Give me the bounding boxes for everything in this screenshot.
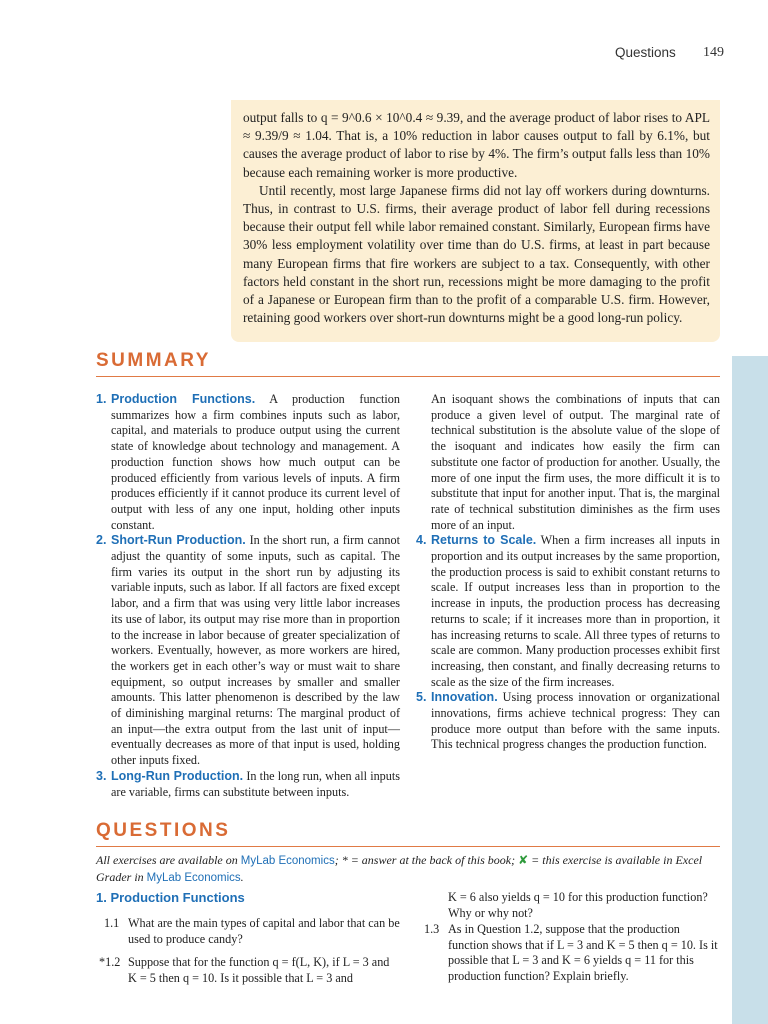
question-text: As in Question 1.2, suppose that the production function shows that if L = 3 and K = 5 then q = 10. Is it possible that L = 3 and K = 6 yields q = 11 for this production function? Explain briefly. bbox=[448, 922, 718, 983]
summary-rule bbox=[96, 376, 720, 377]
question-number: *1.2 bbox=[99, 955, 121, 969]
item-number: 1. bbox=[96, 392, 107, 406]
item-number: 3. bbox=[96, 768, 107, 783]
application-box bbox=[231, 100, 720, 342]
summary-continuation bbox=[416, 392, 720, 533]
item-text: Using process innovation or organizational innovations, firms achieve technical progress: They can produce more output than before with the same inputs. This technical progress changes the production function. bbox=[431, 690, 720, 752]
note-text: . bbox=[240, 870, 244, 884]
box-paragraph-2: Until recently, most large Japanese firms did not lay off workers during downturns. Thus, in contrast to U.S. firms, their average product of labor fell during recessions because their output fell while labor remained constant. Similarly, European firms have 30% less employment volatility over time than do U.S. firms, at least in part because many European firms that fire workers are subject to a tax. Consequently, with other factors held constant in the short run, recessions might be more damaging to the profit of a Japanese or European firm than to the profit of a comparable U.S. firm. However, retaining good workers over short-run downturns might be a good long-run policy. bbox=[243, 182, 710, 326]
item-title: Returns to Scale. bbox=[431, 533, 537, 548]
item-title: Short-Run Production. bbox=[111, 533, 246, 548]
questions-rule bbox=[96, 846, 720, 847]
item-text: In the long run, when all inputs are variable, firms can substitute between inputs. bbox=[111, 768, 400, 799]
question-1-3 bbox=[424, 922, 720, 984]
section-name: Questions bbox=[615, 45, 676, 60]
item-text: In the short run, a firm cannot adjust the quantity of some inputs, such as capital. The firm varies its output in the short run by adjusting its variable inputs, such as labor. If all factors are fixed except labor, and a firm that was using very little labor increases its use of labor, its output may rise more than in proportion to the increase in labor because of greater specialization of workers. Eventually, however, as more workers are hired, the workers get in each other’s way or must wait to share equipment, so output increases by smaller and smaller amounts. This latter phenomenon is described by the law of diminishing marginal returns: The marginal product of an input—the extra output from the last unit of input—eventually decreases as more of that input is used, holding other inputs fixed. bbox=[111, 533, 401, 768]
question-text: What are the main types of capital and labor that can be used to produce candy? bbox=[128, 916, 400, 946]
item-number: 2. bbox=[96, 533, 107, 548]
note-text: = this exercise is available in Excel Grader in bbox=[96, 853, 703, 884]
item-title: Long-Run Production. bbox=[111, 768, 244, 783]
item-title: Production Functions. bbox=[111, 392, 256, 406]
isoquant-text: An isoquant shows the combinations of inputs that can produce a given level of output. The marginal rate of technical substitution is the absolute value of the slope of the isoquant and indicates how easily the firm can substitute one factor of production for another. Usually, the more of one input the firm uses, the more difficult it is to substitute that input for another input. That is, the marginal rate of technical substitution diminishes as the firm uses more of an input. bbox=[431, 392, 720, 532]
box-paragraph-1: output falls to q = 9^0.6 × 10^0.4 ≈ 9.39, and the average product of labor rises to APL ≈ 9.39/9 ≈ 1.04. That is, a 10% reduction in labor causes output to fall by 6.1%, but causes the average product of labor to rise by 4%. The firm’s output falls less than 10% because each remaining worker is more productive. bbox=[243, 110, 710, 180]
item-text: When a firm increases all inputs in proportion and its output increases by the same proportion, the production process is said to exhibit constant returns to scale. If output increases less than in proportion to the increase in inputs, the production process has decreasing returns to scale; if it increases more than in proportion, it has increasing returns to scale. All three types of returns to scale are common. Many production processes exhibit first increasing, then constant, and finally decreasing returns to scale as the size of the firm increases. bbox=[431, 533, 720, 689]
mylab-link[interactable]: MyLab Economics bbox=[240, 855, 335, 867]
question-text: Suppose that for the function q = f(L, K), if L = 3 and K = 5 then q = 10. Is it possible that L = 3 and bbox=[128, 955, 390, 985]
summary-item bbox=[96, 533, 400, 769]
question-text: K = 6 also yields q = 10 for this production function? Why or why not? bbox=[448, 890, 708, 920]
summary-item bbox=[416, 533, 720, 690]
item-text: A production function summarizes how a firm combines inputs such as labor, capital, and materials to produce output using the current state of knowledge about technology and management. A production function shows how much output can be produced efficiently from various levels of inputs. A firm produces efficiently if it cannot produce its current level of output with less of any one input, holding other inputs constant. bbox=[111, 392, 400, 532]
summary-item bbox=[416, 690, 720, 753]
item-title: Innovation. bbox=[431, 690, 498, 705]
summary-heading: SUMMARY bbox=[96, 350, 211, 371]
margin-tab bbox=[732, 356, 768, 1024]
exercise-note bbox=[96, 852, 726, 886]
question-1-2 bbox=[99, 955, 400, 986]
excel-grader-icon: ✘ bbox=[518, 853, 529, 867]
summary-right-column bbox=[416, 392, 720, 753]
summary-item bbox=[96, 392, 400, 533]
questions-heading: QUESTIONS bbox=[96, 820, 231, 841]
mylab-link[interactable]: MyLab Economics bbox=[146, 872, 241, 884]
question-1-1 bbox=[104, 916, 400, 947]
note-text: All exercises are available on bbox=[96, 853, 241, 867]
item-number: 5. bbox=[416, 690, 427, 705]
question-1-2-continued bbox=[416, 890, 720, 921]
question-number: 1.1 bbox=[104, 916, 120, 930]
note-text: ; * = answer at the back of this book; bbox=[334, 853, 519, 867]
summary-item bbox=[96, 769, 400, 800]
item-number: 4. bbox=[416, 533, 427, 548]
page-number: 149 bbox=[703, 45, 724, 60]
summary-left-column bbox=[96, 392, 400, 800]
questions-subheading: 1. Production Functions bbox=[96, 890, 245, 905]
question-number: 1.3 bbox=[424, 922, 440, 936]
